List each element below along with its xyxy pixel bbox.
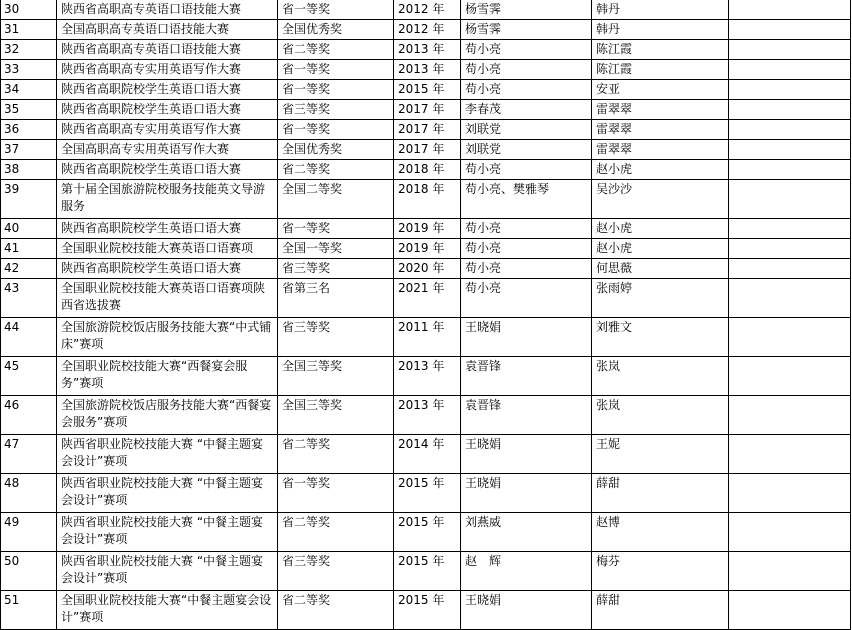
- remarks-cell: [729, 279, 851, 318]
- row-number-cell: 37: [1, 140, 57, 160]
- remarks-cell: [729, 80, 851, 100]
- instructor-cell: 刘燕威: [461, 513, 592, 552]
- table-row: [1, 20, 851, 40]
- competition-name-cell: 全国高职高专英语口语技能大赛: [57, 20, 278, 40]
- student-cell: 赵小虎: [592, 160, 729, 180]
- remarks-cell: [729, 140, 851, 160]
- award-level-cell: 全国二等奖: [278, 180, 394, 219]
- instructor-cell: 杨雪霁: [461, 20, 592, 40]
- competition-name-cell: 陕西省高职院校学生英语口语大赛: [57, 219, 278, 239]
- student-cell: 雷翠翠: [592, 100, 729, 120]
- competition-name-cell: 陕西省高职高专英语口语技能大赛: [57, 40, 278, 60]
- table-row: [1, 120, 851, 140]
- year-cell: 2013 年: [394, 396, 461, 435]
- student-cell: 薛甜: [592, 591, 729, 630]
- row-number-cell: 32: [1, 40, 57, 60]
- award-level-cell: 省第三名: [278, 279, 394, 318]
- award-level-cell: 省一等奖: [278, 474, 394, 513]
- instructor-cell: 苟小亮: [461, 40, 592, 60]
- competition-name-cell: 陕西省职业院校技能大赛 “中餐主题宴会设计”赛项: [57, 474, 278, 513]
- award-level-cell: 全国三等奖: [278, 357, 394, 396]
- competition-name-cell: 陕西省职业院校技能大赛 “中餐主题宴会设计”赛项: [57, 435, 278, 474]
- student-cell: 陈江霞: [592, 60, 729, 80]
- instructor-cell: 王晓娟: [461, 474, 592, 513]
- award-level-cell: 全国优秀奖: [278, 140, 394, 160]
- row-number-cell: 39: [1, 180, 57, 219]
- instructor-cell: 苟小亮: [461, 259, 592, 279]
- instructor-cell: 袁晋锋: [461, 396, 592, 435]
- awards-table-body: [1, 0, 851, 630]
- row-number-cell: 47: [1, 435, 57, 474]
- student-cell: 雷翠翠: [592, 120, 729, 140]
- remarks-cell: [729, 474, 851, 513]
- award-level-cell: 省三等奖: [278, 318, 394, 357]
- year-cell: 2018 年: [394, 180, 461, 219]
- year-cell: 2021 年: [394, 279, 461, 318]
- row-number-cell: 35: [1, 100, 57, 120]
- student-cell: 张岚: [592, 396, 729, 435]
- student-cell: 赵小虎: [592, 219, 729, 239]
- remarks-cell: [729, 219, 851, 239]
- competition-name-cell: 陕西省高职院校学生英语口语大赛: [57, 100, 278, 120]
- year-cell: 2020 年: [394, 259, 461, 279]
- student-cell: 陈江霞: [592, 40, 729, 60]
- table-row: [1, 279, 851, 318]
- competition-name-cell: 第十届全国旅游院校服务技能英文导游服务: [57, 180, 278, 219]
- year-cell: 2015 年: [394, 591, 461, 630]
- student-cell: 张雨婷: [592, 279, 729, 318]
- award-level-cell: 省二等奖: [278, 160, 394, 180]
- remarks-cell: [729, 513, 851, 552]
- student-cell: 薛甜: [592, 474, 729, 513]
- award-level-cell: 省一等奖: [278, 219, 394, 239]
- award-level-cell: 省二等奖: [278, 435, 394, 474]
- table-row: [1, 100, 851, 120]
- award-level-cell: 省三等奖: [278, 100, 394, 120]
- student-cell: 何思薇: [592, 259, 729, 279]
- remarks-cell: [729, 120, 851, 140]
- instructor-cell: 苟小亮: [461, 239, 592, 259]
- row-number-cell: 49: [1, 513, 57, 552]
- remarks-cell: [729, 40, 851, 60]
- remarks-cell: [729, 239, 851, 259]
- remarks-cell: [729, 0, 851, 20]
- remarks-cell: [729, 435, 851, 474]
- student-cell: 王妮: [592, 435, 729, 474]
- year-cell: 2015 年: [394, 552, 461, 591]
- row-number-cell: 45: [1, 357, 57, 396]
- award-level-cell: 省三等奖: [278, 259, 394, 279]
- year-cell: 2012 年: [394, 20, 461, 40]
- year-cell: 2013 年: [394, 357, 461, 396]
- year-cell: 2015 年: [394, 80, 461, 100]
- competition-name-cell: 陕西省职业院校技能大赛 “中餐主题宴会设计”赛项: [57, 513, 278, 552]
- competition-name-cell: 陕西省高职院校学生英语口语大赛: [57, 259, 278, 279]
- instructor-cell: 杨雪霁: [461, 0, 592, 20]
- award-level-cell: 全国优秀奖: [278, 20, 394, 40]
- award-level-cell: 省一等奖: [278, 0, 394, 20]
- row-number-cell: 34: [1, 80, 57, 100]
- table-row: [1, 140, 851, 160]
- remarks-cell: [729, 20, 851, 40]
- row-number-cell: 50: [1, 552, 57, 591]
- table-row: [1, 60, 851, 80]
- table-row: [1, 259, 851, 279]
- instructor-cell: 袁晋锋: [461, 357, 592, 396]
- instructor-cell: 王晓娟: [461, 435, 592, 474]
- table-row: [1, 396, 851, 435]
- year-cell: 2019 年: [394, 219, 461, 239]
- competition-name-cell: 全国职业院校技能大赛“中餐主题宴会设计”赛项: [57, 591, 278, 630]
- instructor-cell: 苟小亮: [461, 80, 592, 100]
- year-cell: 2014 年: [394, 435, 461, 474]
- remarks-cell: [729, 591, 851, 630]
- remarks-cell: [729, 100, 851, 120]
- table-row: [1, 40, 851, 60]
- instructor-cell: 苟小亮: [461, 60, 592, 80]
- award-level-cell: 省三等奖: [278, 552, 394, 591]
- table-row: [1, 474, 851, 513]
- row-number-cell: 44: [1, 318, 57, 357]
- award-level-cell: 省一等奖: [278, 60, 394, 80]
- instructor-cell: 苟小亮: [461, 279, 592, 318]
- year-cell: 2019 年: [394, 239, 461, 259]
- student-cell: 梅芬: [592, 552, 729, 591]
- table-row: [1, 357, 851, 396]
- year-cell: 2015 年: [394, 474, 461, 513]
- competition-name-cell: 陕西省高职高专实用英语写作大赛: [57, 120, 278, 140]
- row-number-cell: 41: [1, 239, 57, 259]
- row-number-cell: 42: [1, 259, 57, 279]
- competition-name-cell: 陕西省高职高专英语口语技能大赛: [57, 0, 278, 20]
- instructor-cell: 刘联党: [461, 120, 592, 140]
- row-number-cell: 30: [1, 0, 57, 20]
- year-cell: 2013 年: [394, 60, 461, 80]
- row-number-cell: 38: [1, 160, 57, 180]
- table-row: [1, 435, 851, 474]
- table-row: [1, 0, 851, 20]
- award-level-cell: 省二等奖: [278, 513, 394, 552]
- competition-name-cell: 全国职业院校技能大赛英语口语赛项陕西省选拔赛: [57, 279, 278, 318]
- award-level-cell: 省一等奖: [278, 120, 394, 140]
- table-row: [1, 513, 851, 552]
- instructor-cell: 李春茂: [461, 100, 592, 120]
- row-number-cell: 36: [1, 120, 57, 140]
- remarks-cell: [729, 160, 851, 180]
- student-cell: 雷翠翠: [592, 140, 729, 160]
- instructor-cell: 王晓娟: [461, 318, 592, 357]
- year-cell: 2015 年: [394, 513, 461, 552]
- award-level-cell: 省一等奖: [278, 80, 394, 100]
- award-level-cell: 全国三等奖: [278, 396, 394, 435]
- row-number-cell: 48: [1, 474, 57, 513]
- remarks-cell: [729, 396, 851, 435]
- remarks-cell: [729, 60, 851, 80]
- table-row: [1, 552, 851, 591]
- table-row: [1, 318, 851, 357]
- table-row: [1, 160, 851, 180]
- student-cell: 刘雅文: [592, 318, 729, 357]
- row-number-cell: 46: [1, 396, 57, 435]
- table-row: [1, 80, 851, 100]
- instructor-cell: 苟小亮: [461, 219, 592, 239]
- year-cell: 2017 年: [394, 140, 461, 160]
- student-cell: 韩丹: [592, 0, 729, 20]
- award-level-cell: 省二等奖: [278, 40, 394, 60]
- competition-name-cell: 全国旅游院校饭店服务技能大赛“西餐宴会服务”赛项: [57, 396, 278, 435]
- year-cell: 2017 年: [394, 120, 461, 140]
- row-number-cell: 31: [1, 20, 57, 40]
- year-cell: 2012 年: [394, 0, 461, 20]
- student-cell: 赵小虎: [592, 239, 729, 259]
- instructor-cell: 赵 辉: [461, 552, 592, 591]
- remarks-cell: [729, 259, 851, 279]
- row-number-cell: 51: [1, 591, 57, 630]
- instructor-cell: 王晓娟: [461, 591, 592, 630]
- student-cell: 韩丹: [592, 20, 729, 40]
- student-cell: 安亚: [592, 80, 729, 100]
- instructor-cell: 刘联党: [461, 140, 592, 160]
- competition-name-cell: 陕西省高职院校学生英语口语大赛: [57, 80, 278, 100]
- student-cell: 赵博: [592, 513, 729, 552]
- competition-name-cell: 陕西省高职院校学生英语口语大赛: [57, 160, 278, 180]
- competition-name-cell: 陕西省职业院校技能大赛 “中餐主题宴会设计”赛项: [57, 552, 278, 591]
- row-number-cell: 33: [1, 60, 57, 80]
- instructor-cell: 苟小亮: [461, 160, 592, 180]
- row-number-cell: 40: [1, 219, 57, 239]
- competition-name-cell: 全国旅游院校饭店服务技能大赛“中式铺床”赛项: [57, 318, 278, 357]
- remarks-cell: [729, 180, 851, 219]
- competition-name-cell: 全国职业院校技能大赛“西餐宴会服务”赛项: [57, 357, 278, 396]
- remarks-cell: [729, 357, 851, 396]
- instructor-cell: 苟小亮、樊雅琴: [461, 180, 592, 219]
- remarks-cell: [729, 552, 851, 591]
- student-cell: 张岚: [592, 357, 729, 396]
- row-number-cell: 43: [1, 279, 57, 318]
- table-row: [1, 591, 851, 630]
- competition-name-cell: 全国职业院校技能大赛英语口语赛项: [57, 239, 278, 259]
- award-level-cell: 省二等奖: [278, 591, 394, 630]
- year-cell: 2018 年: [394, 160, 461, 180]
- remarks-cell: [729, 318, 851, 357]
- award-level-cell: 全国一等奖: [278, 239, 394, 259]
- year-cell: 2013 年: [394, 40, 461, 60]
- table-row: [1, 180, 851, 219]
- student-cell: 吴沙沙: [592, 180, 729, 219]
- year-cell: 2011 年: [394, 318, 461, 357]
- competition-name-cell: 全国高职高专实用英语写作大赛: [57, 140, 278, 160]
- table-row: [1, 239, 851, 259]
- competition-name-cell: 陕西省高职高专实用英语写作大赛: [57, 60, 278, 80]
- year-cell: 2017 年: [394, 100, 461, 120]
- table-row: [1, 219, 851, 239]
